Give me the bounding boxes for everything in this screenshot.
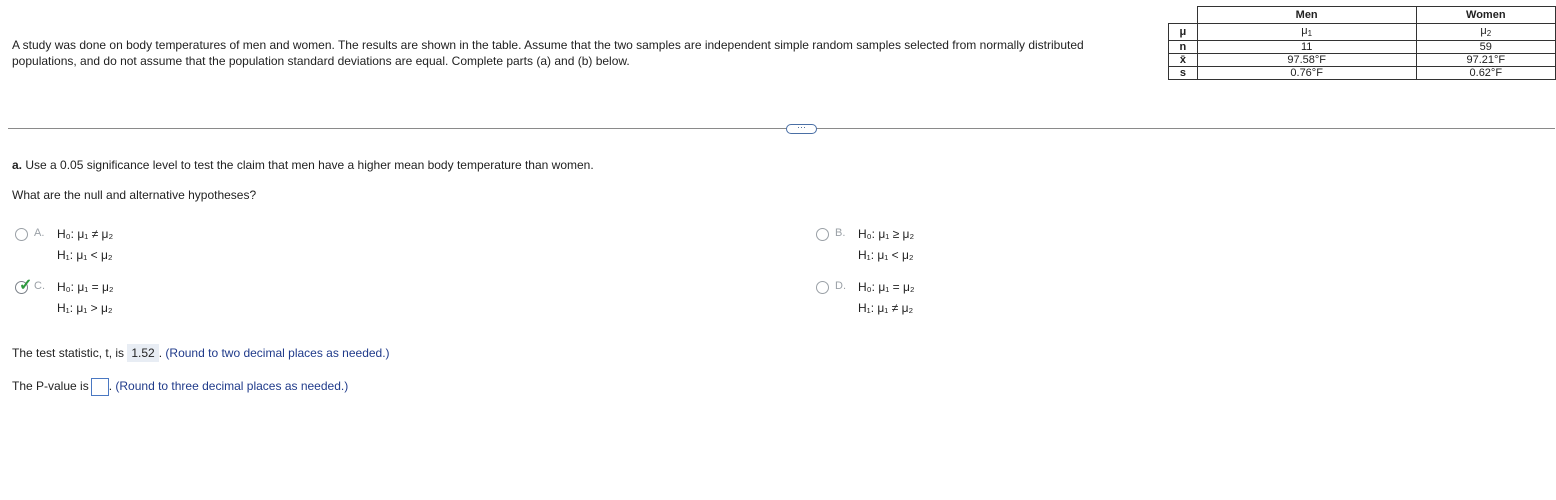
subscript: 1 bbox=[1307, 28, 1313, 38]
cell-men: 97.58°F bbox=[1197, 54, 1416, 67]
problem-intro: A study was done on body temperatures of men and women. The results are shown in the table. Assume that the two samples are independent simple random samples selected from normally distributed populations, and do not assume that the population standard deviations are equal. Complete parts (a) and (b) below. bbox=[12, 38, 1084, 68]
alt-hypothesis: H₁: μ₁ ≠ μ₂ bbox=[858, 301, 914, 315]
more-button[interactable]: ··· bbox=[786, 124, 817, 134]
question-a-text: Use a 0.05 significance level to test the claim that men have a higher mean body temperature than women. bbox=[25, 158, 594, 172]
table-corner bbox=[1169, 7, 1198, 24]
table-row bbox=[1169, 41, 1556, 54]
header-men: Men bbox=[1197, 7, 1416, 24]
mu-symbol: μ bbox=[1301, 24, 1308, 37]
rounding-note: (Round to three decimal places as needed.) bbox=[115, 379, 349, 394]
null-hypothesis: H₀: μ₁ ≠ μ₂ bbox=[57, 227, 114, 241]
row-label: s bbox=[1169, 67, 1198, 80]
cell-women: 97.21°F bbox=[1416, 54, 1555, 67]
table-row bbox=[1169, 67, 1556, 80]
table-row bbox=[1169, 54, 1556, 67]
p-value-input[interactable] bbox=[91, 378, 109, 396]
punctuation: . bbox=[108, 379, 113, 394]
hypotheses-question: What are the null and alternative hypotheses? bbox=[12, 188, 257, 202]
cell-women bbox=[1416, 24, 1555, 41]
test-stat-answer[interactable]: 1.52 bbox=[127, 344, 158, 362]
p-value-line bbox=[12, 378, 348, 396]
table-row bbox=[1169, 24, 1556, 41]
option-letter: C. bbox=[34, 280, 45, 292]
subscript: 2 bbox=[1486, 28, 1492, 38]
test-statistic-line bbox=[12, 344, 390, 362]
mu-symbol: μ bbox=[1480, 24, 1487, 37]
data-table bbox=[1168, 6, 1556, 80]
alt-hypothesis: H₁: μ₁ < μ₂ bbox=[57, 248, 113, 262]
question-a bbox=[12, 158, 594, 172]
row-label: μ bbox=[1169, 24, 1198, 41]
row-label: n bbox=[1169, 41, 1198, 54]
part-label: a. bbox=[12, 158, 23, 172]
test-stat-label: The test statistic, t, is bbox=[12, 346, 125, 360]
correct-check-icon: ✓ bbox=[19, 277, 33, 294]
cell-men: 11 bbox=[1197, 41, 1416, 54]
alt-hypothesis: H₁: μ₁ < μ₂ bbox=[858, 248, 914, 262]
punctuation: . bbox=[158, 346, 163, 360]
option-letter: B. bbox=[835, 227, 846, 239]
section-divider bbox=[8, 128, 1555, 129]
null-hypothesis: H₀: μ₁ ≥ μ₂ bbox=[858, 227, 915, 241]
null-hypothesis: H₀: μ₁ = μ₂ bbox=[57, 280, 114, 294]
cell-women: 59 bbox=[1416, 41, 1555, 54]
p-value-label: The P-value is bbox=[12, 379, 89, 394]
null-hypothesis: H₀: μ₁ = μ₂ bbox=[858, 280, 915, 294]
radio-option-b[interactable] bbox=[816, 228, 829, 241]
radio-option-a[interactable] bbox=[15, 228, 28, 241]
radio-option-d[interactable] bbox=[816, 281, 829, 294]
cell-men: 0.76°F bbox=[1197, 67, 1416, 80]
alt-hypothesis: H₁: μ₁ > μ₂ bbox=[57, 301, 113, 315]
cell-women: 0.62°F bbox=[1416, 67, 1555, 80]
option-letter: A. bbox=[34, 227, 45, 239]
header-women: Women bbox=[1416, 7, 1555, 24]
cell-men bbox=[1197, 24, 1416, 41]
row-label: x̄ bbox=[1169, 54, 1198, 67]
option-letter: D. bbox=[835, 280, 846, 292]
rounding-note: (Round to two decimal places as needed.) bbox=[165, 346, 390, 360]
